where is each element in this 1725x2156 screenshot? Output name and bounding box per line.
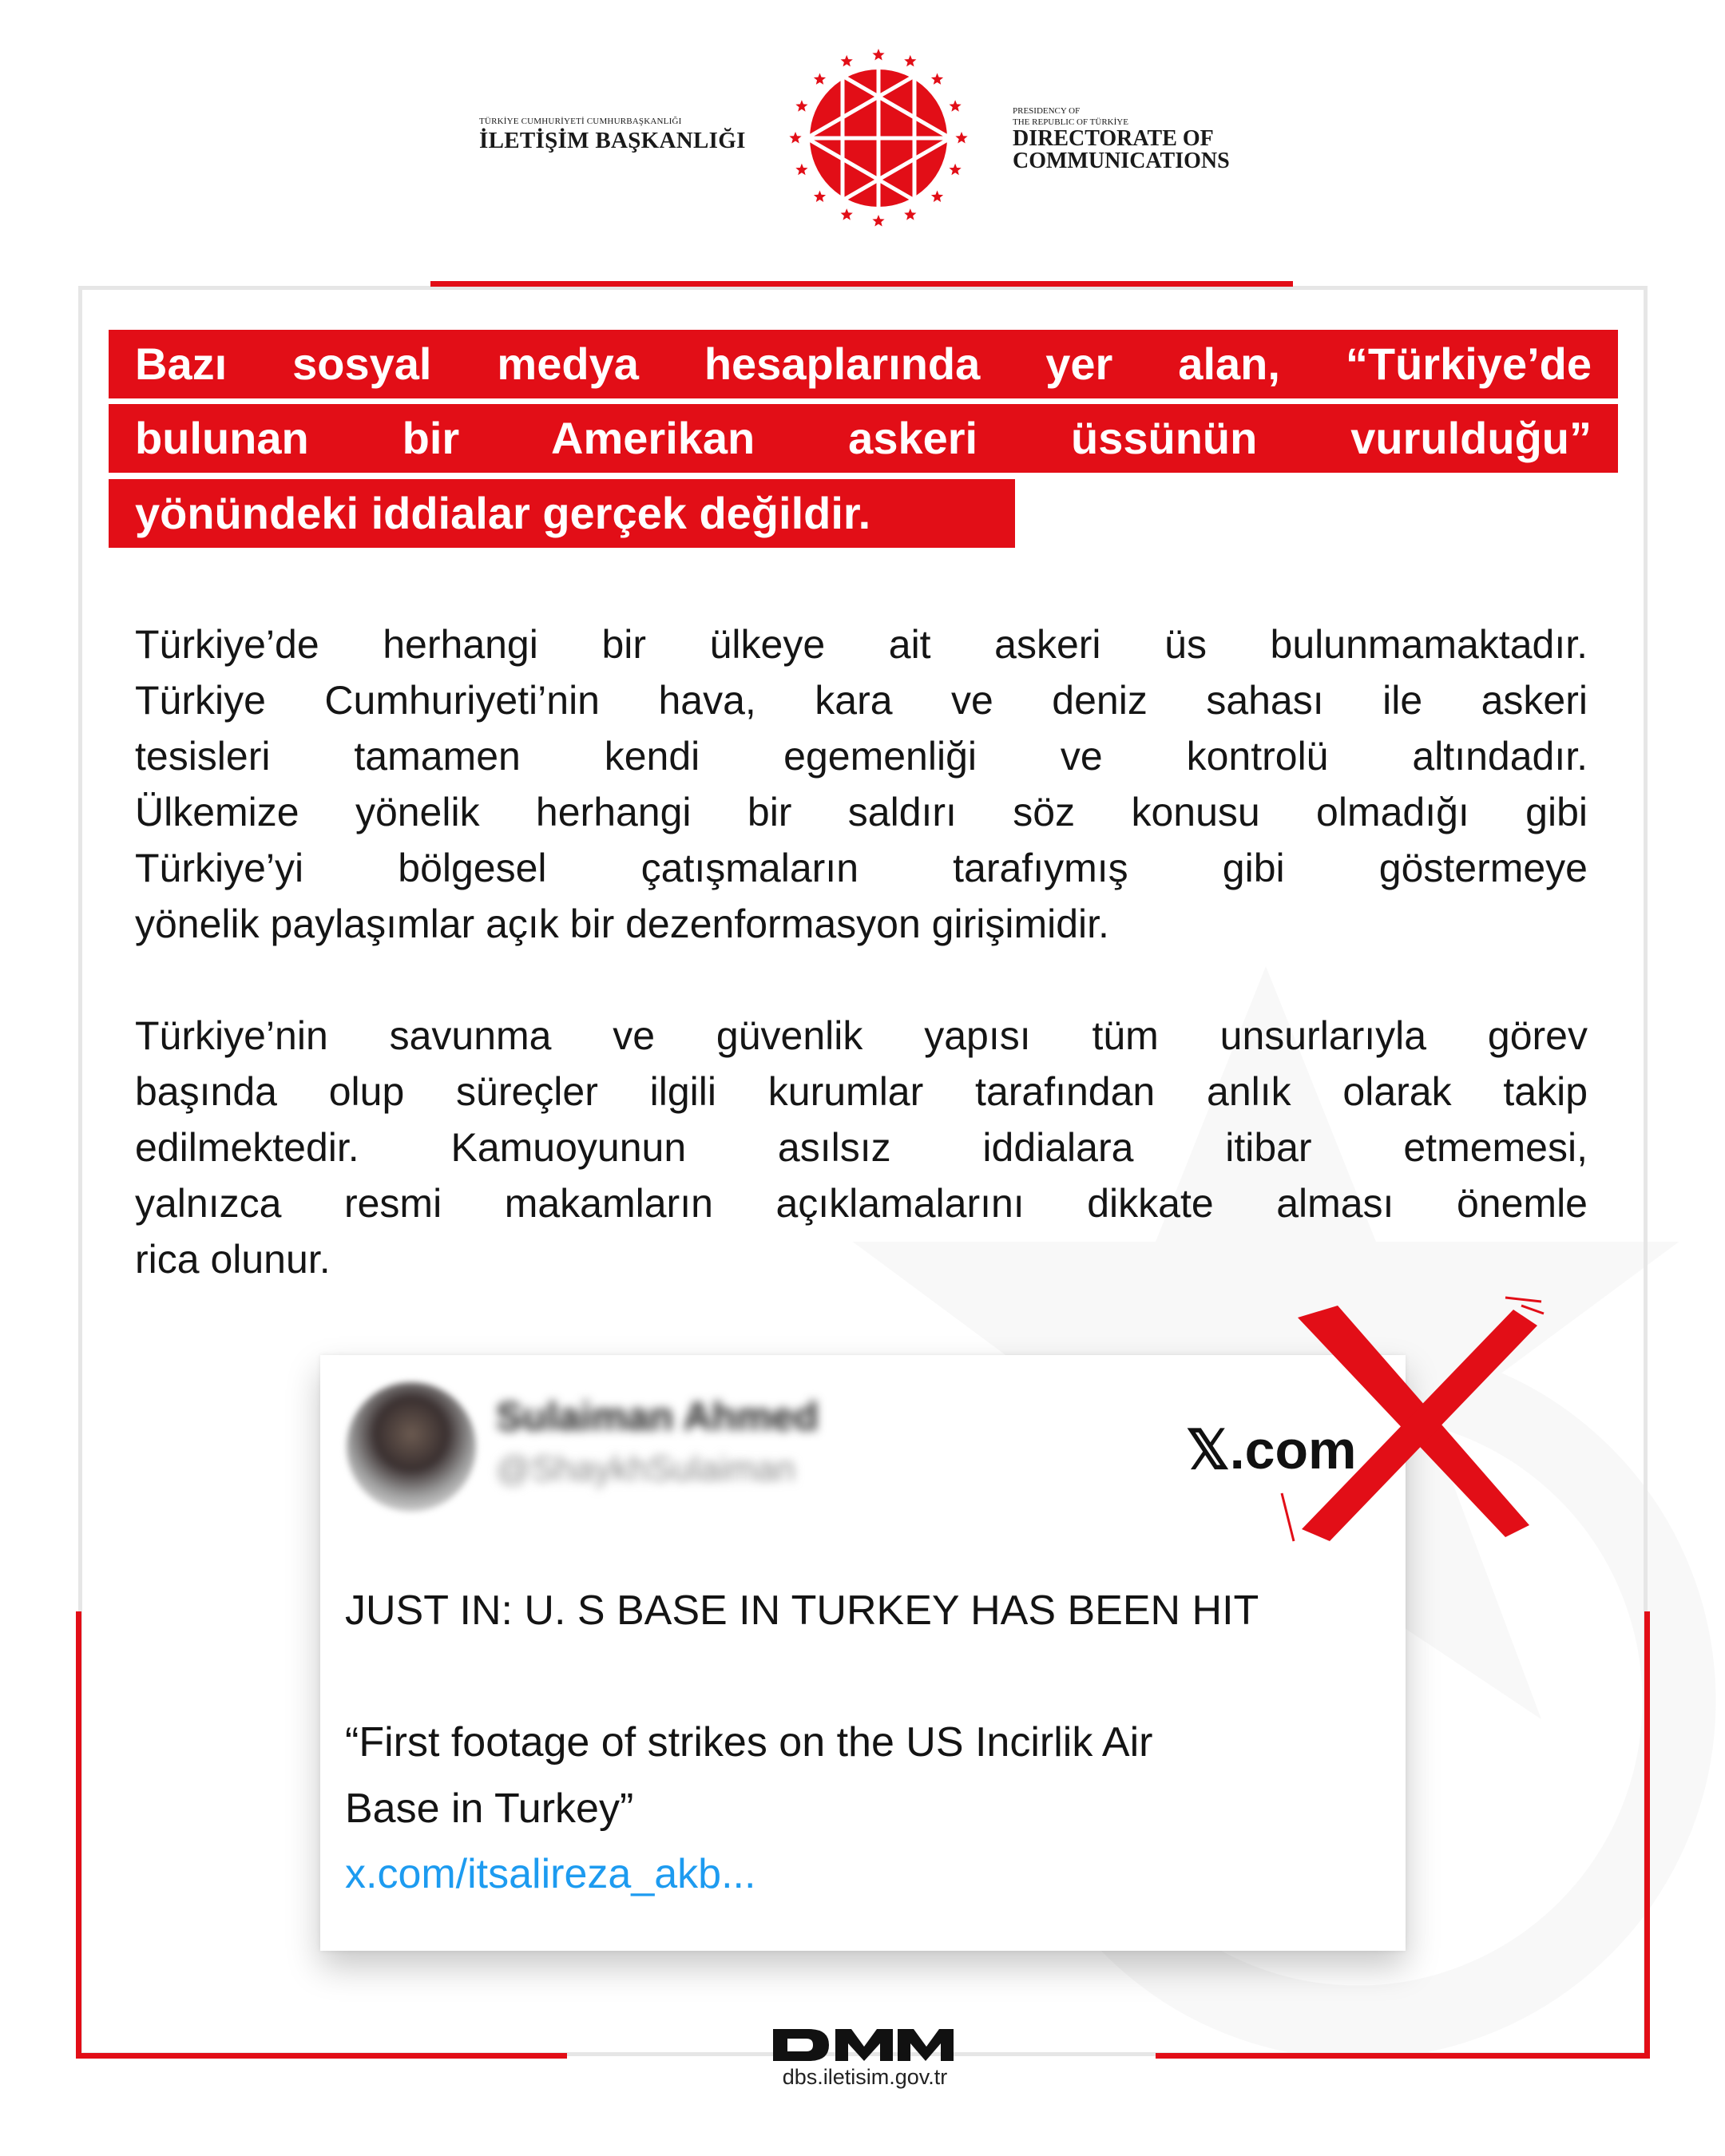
headline-text: bulunan bir Amerikan askeri üssünün vurulduğu” (135, 413, 1592, 463)
bottom-right-accent-line (1156, 2053, 1650, 2059)
tweet-link[interactable]: x.com/itsalireza_akb... (345, 1851, 756, 1897)
paragraph-line: Türkiye Cumhuriyeti’nin hava, kara ve deniz sahası ile askeri (135, 678, 1588, 723)
headline-line-2 (109, 404, 1618, 473)
paragraph-line: tesisleri tamamen kendi egemenliği ve kontrolü altındadır. (135, 734, 1588, 779)
false-cross-icon (1274, 1294, 1545, 1549)
bottom-left-accent-line (76, 2053, 567, 2059)
paragraph-2 (135, 1008, 1588, 1287)
tweet-author-handle: @ShaykhSulaiman (496, 1449, 795, 1488)
paragraph-line: yalnızca resmi makamların açıklamalarını dikkate alması önemle (135, 1181, 1588, 1226)
avatar (347, 1382, 476, 1512)
paragraph-line: Türkiye’de herhangi bir ülkeye ait askeri üs bulunmamaktadır. (135, 622, 1588, 667)
headline-line-3 (109, 479, 1015, 548)
org-subtitle-tr: TÜRKİYE CUMHURİYETİ CUMHURBAŞKANLIĞI (479, 117, 682, 126)
org-subtitle-en-2: THE REPUBLIC OF TÜRKİYE (1013, 117, 1128, 127)
headline-text: Bazı sosyal medya hesaplarında yer alan, “Türkiye’de (135, 339, 1592, 389)
headline-text: yönündeki iddialar gerçek değildir. (135, 488, 871, 538)
paragraph-1 (135, 616, 1588, 952)
org-name-en (1013, 105, 1230, 172)
paragraph-line: rica olunur. (135, 1237, 331, 1282)
tweet-quote-line-1: “First footage of strikes on the US Incirlik Air (345, 1719, 1153, 1766)
org-title-en-1: DIRECTORATE OF (1013, 126, 1214, 151)
x-com-label: 𝕏.com (1186, 1420, 1357, 1480)
paragraph-line: edilmektedir. Kamuoyunun asılsız iddialara itibar etmemesi, (135, 1125, 1588, 1170)
tweet-quote-line-2: Base in Turkey” (345, 1785, 634, 1832)
footer-url[interactable]: dbs.iletisim.gov.tr (782, 2065, 948, 2089)
org-title-en-2: COMMUNICATIONS (1013, 149, 1230, 173)
paragraph-line: yönelik paylaşımlar açık bir dezenformasyon girişimidir. (135, 902, 1109, 946)
paragraph-line: Türkiye’nin savunma ve güvenlik yapısı tüm unsurlarıyla görev (135, 1013, 1588, 1058)
presidency-emblem-logo (787, 46, 970, 230)
top-accent-line (430, 281, 1293, 287)
paragraph-line: Ülkemize yönelik herhangi bir saldırı söz konusu olmadığı gibi (135, 790, 1588, 834)
paragraph-line: başında olup süreçler ilgili kurumlar tarafından anlık olarak takip (135, 1069, 1588, 1114)
tweet-author-name: Sulaiman Ahmed (496, 1394, 819, 1439)
left-accent-line (76, 1611, 81, 2059)
tweet-headline: JUST IN: U. S BASE IN TURKEY HAS BEEN HIT (345, 1587, 1259, 1634)
org-title-tr: İLETİŞİM BAŞKANLIĞI (479, 128, 746, 153)
tweet-screenshot-card (320, 1355, 1406, 1951)
paragraph-line: Türkiye’yi bölgesel çatışmaların tarafıymış gibi göstermeye (135, 846, 1588, 890)
dmm-logo (773, 2029, 954, 2061)
headline-line-1 (109, 330, 1618, 398)
right-accent-line (1644, 1611, 1650, 2059)
org-name-tr (479, 117, 746, 154)
org-subtitle-en-1: PRESIDENCY OF (1013, 106, 1081, 116)
